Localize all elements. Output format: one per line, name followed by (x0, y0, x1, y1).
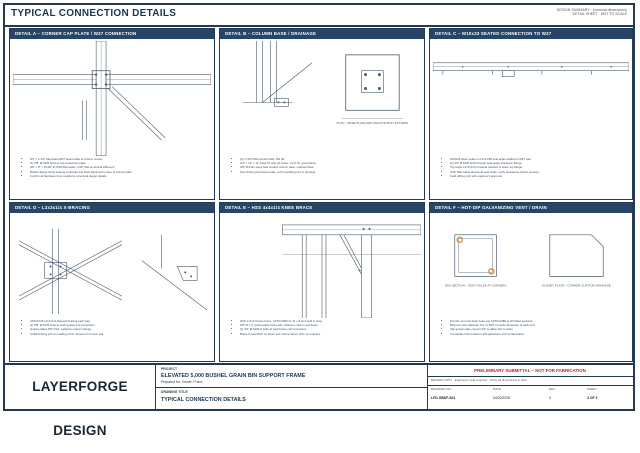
sheet-header (5, 5, 633, 27)
detail-f-callout-right: GUSSET PLATE – CORNER CLIP FOR DRAINAGE (542, 283, 611, 288)
detail-note: • 3/16" fillet welds all around seat angle; verify clearances before erection. (450, 170, 624, 174)
detail-a-drawing (13, 41, 211, 156)
sheet-title: TYPICAL CONNECTION DETAILS (11, 8, 177, 19)
detail-panel-e[interactable] (219, 202, 425, 362)
detail-panel-f[interactable] (429, 202, 633, 362)
detail-c-drawing (433, 41, 629, 156)
title-block-divider (427, 385, 633, 386)
detail-b-callout: PLAN – BASE PLATE AND ANCHOR BOLT PATTERN (336, 121, 409, 126)
detail-c-notes (444, 157, 624, 193)
drawing-sheet (3, 3, 635, 438)
detail-panel-b[interactable] (219, 28, 425, 200)
detail-note: • (4) 1" Ø F1554 anchor bolts, GR 36. (240, 157, 416, 161)
detail-c-title: DETAIL C – W10x33 SEATED CONNECTION TO W27 (430, 29, 632, 39)
detail-note: • Brace to seat flush on beam and column faces; shim as required. (240, 332, 416, 336)
detail-note: • (4) 3/4" Ø A325-N bolts at each brace end connection. (240, 327, 416, 331)
detail-panel-a[interactable] (9, 28, 215, 200)
title-block-status (427, 365, 633, 409)
vent-hole-icon (457, 237, 462, 242)
preliminary-banner: PRELIMINARY SUBMITTAL – NOT FOR FABRICATION (427, 365, 633, 377)
project-info (155, 365, 428, 409)
title-block (5, 363, 633, 438)
detail-note: • 3/4" × 12" × 12" base PL with (4) holes, 1-1/2" Ø, grout below. (240, 161, 416, 165)
detail-a-title: DETAIL A – CORNER CAP PLATE / W27 CONNECTION (10, 29, 214, 39)
detail-note: • Confirm all hardware from supplier to structural design details. (30, 174, 206, 178)
header-note-line: DESIGN SUMMARY · (nominal dimensions) (556, 8, 627, 12)
detail-note: • 3/8" Ø drain weep hole at each column base, outboard face. (240, 165, 416, 169)
detail-b-drawing (223, 41, 421, 156)
detail-f-drawing (433, 215, 629, 318)
detail-d-title: DETAIL D – L3x3x1/4 X-BRACING (10, 203, 214, 213)
detail-note: • Field drilling only with engineer's approval. (450, 174, 624, 178)
sheet-number: 3 OF 3 (587, 396, 598, 400)
revision: 0 (549, 396, 551, 400)
detail-b-notes (234, 157, 416, 193)
rev-label: REV (549, 387, 556, 391)
detail-a-notes (24, 157, 206, 193)
detail-note: • Non-shrink grout below plate; verify levelling prior to grouting. (240, 170, 416, 174)
title-block-divider (155, 387, 427, 388)
detail-f-title: DETAIL F – HOT-DIP GALVANIZING VENT / DRAIN (430, 203, 632, 213)
vent-hole-icon (489, 269, 494, 274)
project-label: PROJECT (161, 367, 178, 371)
date-label: DATE (493, 387, 501, 391)
detail-f-notes (444, 319, 624, 355)
detail-note: • (4) 7/8" Ø A325 bolts at cap connection plate. (30, 161, 206, 165)
detail-panel-d[interactable] (9, 202, 215, 362)
header-note-line: DETAIL SHEET · NOT TO SCALE (572, 12, 627, 17)
drawing-number: LFD-GBSF-S01 (431, 396, 456, 400)
review-note: REVIEW COPY · Engineer's seal required · Verify all dimensions in field (431, 378, 527, 382)
detail-note: • ASTM A36 L3×3×1/4 diagonal bracing each way. (30, 319, 206, 323)
company-logo: LAYERFORGE DESIGN (5, 365, 156, 409)
detail-e-drawing (223, 215, 421, 318)
drawing-date: 04/22/2026 (493, 396, 510, 400)
detail-b-title: DETAIL B – COLUMN BASE / DRAINAGE (220, 29, 424, 39)
detail-note: • Install bracing prior to loading of bin; tension to remove sag. (30, 332, 206, 336)
detail-note: • Coordinate hole locations with galvanizer prior to fabrication. (450, 332, 624, 336)
detail-panel-c[interactable] (429, 28, 633, 200)
detail-e-notes (234, 319, 416, 355)
detail-note: • Provide vent and drain holes per ASTM A385 at all hollow sections. (450, 319, 624, 323)
sheet-header-note (557, 8, 627, 16)
detail-note: • (2) 3/4" Ø A325 bolts through seat angle and beam flange. (450, 161, 624, 165)
detail-note: • Minimum hole diameter 1/2" or 25% of inside dimension at each end. (450, 323, 624, 327)
detail-note: • 3/8" × 8" × PL3/8" E-7018 fillet welds, 3/16" fillet at vertical stiffeners. (30, 165, 206, 169)
detail-note: • 3/4" × 1-1/2" fabricated W27 beam/collar at column corner. (30, 157, 206, 161)
detail-note: • (2) 5/8" Ø A325 bolts at each gusset end connection. (30, 323, 206, 327)
detail-note: • HSS 4×4×1/4 knee brace, ASTM A500 Gr. B, cut and weld in shop. (240, 319, 416, 323)
detail-d-notes (24, 319, 206, 355)
detail-e-title: DETAIL E – HSS 4x4x1/4 KNEE BRACE (220, 203, 424, 213)
detail-note: • Gusset plates 3/8" thick, welded to column flange. (30, 327, 206, 331)
drawing-no-label: DRAWING NO. (431, 387, 452, 391)
detail-f-callout-left: HSS SECTION – VENT HOLES AT CORNERS (444, 283, 507, 288)
detail-note: • Bottom flange Verify bearing continuity and flush alignment to face of column plate. (30, 170, 206, 174)
detail-note: • Top angle L3×3×1/4 for lateral restraint of beam top flange. (450, 165, 624, 169)
detail-note: • Clip gusset plate corners 3/4" to allow zinc to drain. (450, 327, 624, 331)
sheet-label: SHEET (587, 387, 598, 391)
detail-note: • W10x33 beam seats on L4×4×3/8 seat angle welded to W27 web. (450, 157, 624, 161)
detail-d-drawing (13, 215, 211, 318)
project-client: Prepared for: Owner / Farm (161, 380, 203, 384)
detail-note: • 3/8" Ø × 4" gusset plate both ends, bolted to column and beam. (240, 323, 416, 327)
drawing-title-label: DRAWING TITLE (161, 390, 188, 394)
drawing-title: TYPICAL CONNECTION DETAILS (161, 397, 246, 403)
project-name: ELEVATED 5,000 BUSHEL GRAIN BIN SUPPORT FRAME (161, 373, 306, 379)
